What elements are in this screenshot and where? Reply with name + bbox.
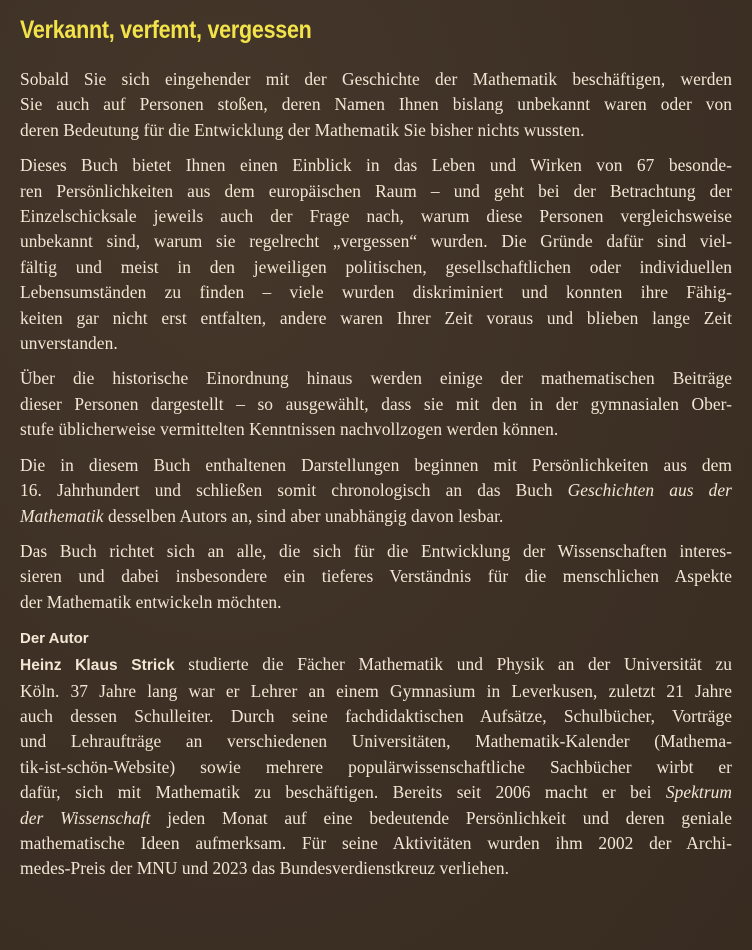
text-line: Köln. 37 Jahre lang war er Lehrer an einem Gymnasium in Leverkusen, zuletzt 21 Jahre	[20, 680, 732, 701]
text-line: deren Bedeutung für die Entwicklung der Mathematik Sie bisher nichts wussten.	[20, 119, 585, 140]
text-line: ren Persönlichkeiten aus dem europäischen Raum – und geht bei der Betrachtung der	[20, 180, 732, 201]
paragraph-audience	[20, 539, 732, 615]
text-line: Sobald Sie sich eingehender mit der Geschichte der Mathematik beschäftigen, werden	[20, 69, 732, 89]
text-line	[20, 504, 732, 529]
text-line: Das Buch richtet sich an alle, die sich für die Entwicklung der Wissenschaften interes-	[20, 540, 732, 561]
text-line: Dieses Buch bietet Ihnen einen Einblick in das Leben und Wirken von 67 besonde-	[20, 155, 732, 176]
text-line: auch dessen Schulleiter. Durch seine fachdidaktischen Aufsätze, Schulbücher, Vorträge	[20, 705, 732, 726]
text-line: Die in diesem Buch enthaltenen Darstellungen beginnen mit Persönlichkeiten aus dem	[20, 454, 732, 475]
text-line: und Lehraufträge an verschiedenen Universitäten, Mathematik-Kalender (Mathema-	[20, 731, 732, 752]
text-line: stufe üblicherweise vermittelten Kenntnissen nachvollzogen werden können.	[20, 419, 559, 440]
text-line	[20, 780, 732, 805]
author-bio	[20, 652, 732, 882]
book-back-cover	[20, 14, 732, 892]
text-segment: jeden Monat auf eine bedeutende Persönlichkeit und deren geniale	[150, 807, 732, 828]
text-line: mathematische Ideen aufmerksam. Für seine Aktivitäten wurden ihm 2002 der Archi-	[20, 832, 732, 853]
book-title: Verkannt, verfemt, vergessen	[20, 16, 312, 44]
text-line: Einzelschicksale jeweils auch der Frage nach, warum diese Personen vergleichsweise	[20, 206, 732, 227]
text-line: medes-Preis der MNU und 2023 das Bundesverdienstkreuz verliehen.	[20, 858, 510, 879]
text-line: sieren und dabei insbesondere ein tieferes Verständnis für die menschlichen Aspekte	[20, 566, 732, 587]
book-reference-title: Geschichten aus der	[567, 480, 733, 501]
text-segment: dafür, sich mit Mathematik zu beschäftigen. Bereits seit 2006 macht er bei	[20, 782, 666, 803]
author-name: Heinz Klaus Strick	[20, 657, 175, 675]
author-heading: Der Autor	[20, 630, 89, 648]
text-line: Über die historische Einordnung hinaus werden einige der mathematischen Beiträge	[20, 368, 732, 389]
text-segment: desselben Autors an, sind aber unabhängig davon lesbar.	[103, 505, 504, 526]
text-line: keiten gar nicht erst entfalten, andere waren Ihrer Zeit voraus und blieben lange Zeit	[20, 307, 732, 328]
text-line	[20, 652, 732, 678]
text-line: dieser Personen dargestellt – so ausgewählt, dass sie mit den in der gymnasialen Ober-	[20, 393, 732, 414]
text-line: der Mathematik entwickeln möchten.	[20, 591, 282, 612]
paragraph-book-description	[20, 153, 732, 356]
text-line	[20, 806, 732, 831]
text-line: fältig und meist in den jeweiligen politischen, gesellschaftlichen oder individuellen	[20, 256, 732, 277]
text-line: unbekannt sind, warum sie regelrecht „vergessen“ wurden. Die Gründe dafür sind viel-	[20, 231, 732, 252]
paragraph-contributions	[20, 366, 732, 442]
paragraph-chronology	[20, 453, 732, 529]
text-segment: 16. Jahrhundert und schließen somit chronologisch an das Buch	[20, 480, 568, 501]
text-line: Lebensumständen zu finden – viele wurden diskriminiert und konnten ihre Fähig-	[20, 282, 732, 303]
paragraph-intro	[20, 67, 732, 143]
text-line: Sie auch auf Personen stoßen, deren Namen Ihnen bislang unbekannt waren oder von	[20, 94, 732, 115]
book-reference-title: Mathematik	[20, 505, 104, 526]
text-line	[20, 478, 732, 503]
text-line: tik-ist-schön-Website) sowie mehrere populärwissenschaftliche Sachbücher wirbt er	[20, 756, 732, 777]
text-line: unverstanden.	[20, 333, 118, 354]
magazine-title: Spektrum	[665, 782, 732, 803]
magazine-title: der Wissenschaft	[20, 807, 151, 828]
text-segment: studierte die Fächer Mathematik und Physik an der Universität zu	[174, 654, 732, 675]
